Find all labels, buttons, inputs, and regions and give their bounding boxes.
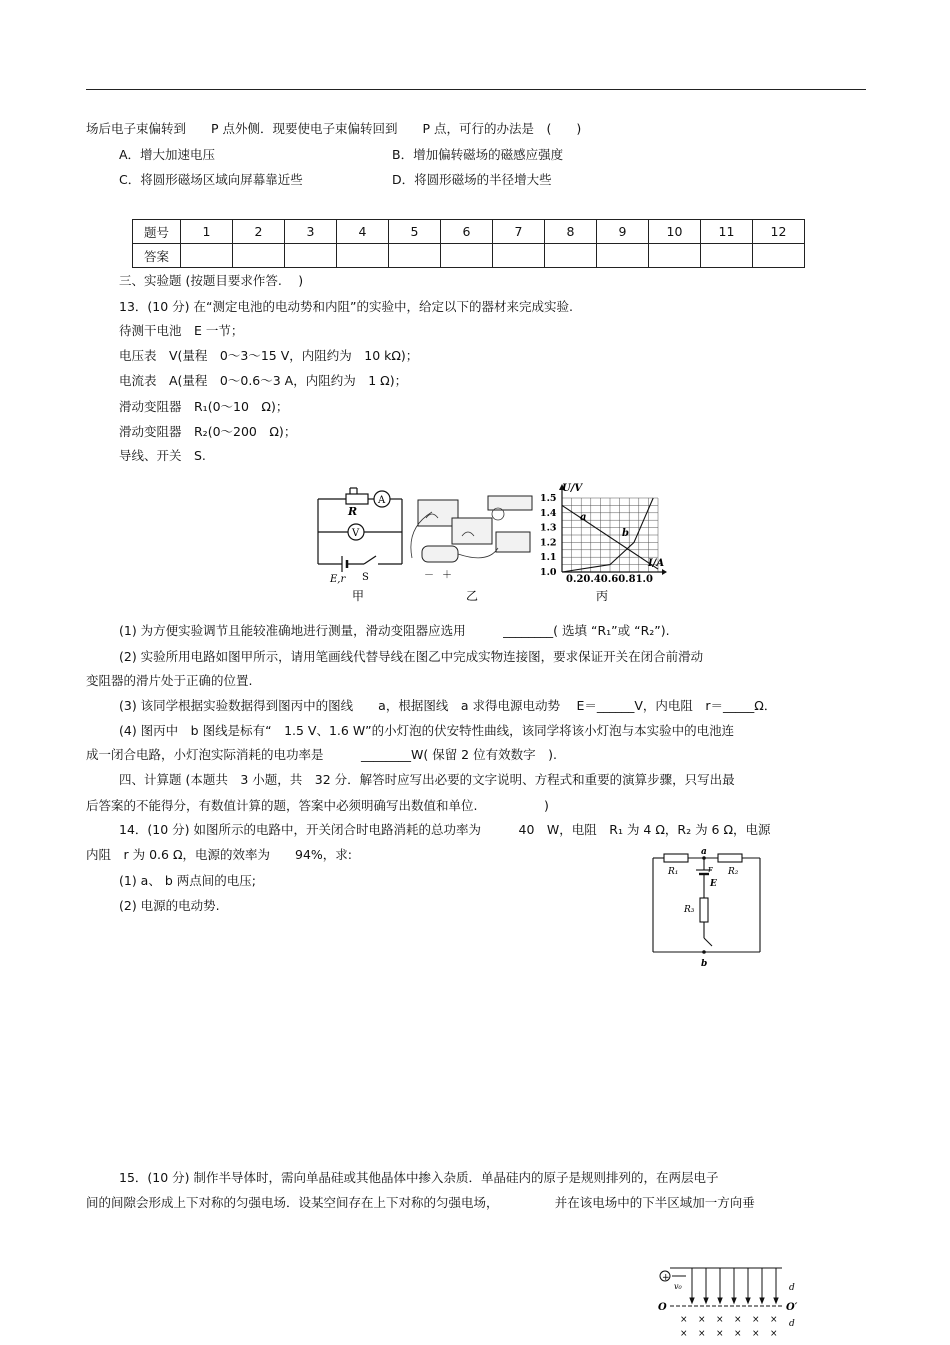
q13-equipment-item: 电流表 A(量程 0～0.6～3 A，内阻约为 1 Ω)； [119, 373, 408, 388]
answer-cell[interactable] [181, 244, 233, 268]
answer-cell[interactable] [701, 244, 753, 268]
q13-sub3: (3) 该同学根据实验数据得到图丙中的图线 a，根据图线 a 求得电源电动势 E＝______V，内电阻 r＝_____Ω． [119, 698, 777, 713]
answer-table-number: 9 [597, 220, 649, 244]
q15-d-bottom-label: d [789, 1319, 795, 1329]
answer-table-number: 4 [337, 220, 389, 244]
jia-caption: 甲 [352, 589, 365, 603]
q15-v0-label: v₀ [674, 1282, 682, 1291]
answer-table-number: 7 [493, 220, 545, 244]
chart-y-ticks [540, 493, 557, 578]
answer-cell[interactable] [441, 244, 493, 268]
q13-equipment-item: 滑动变阻器 R₁(0～10 Ω)； [119, 399, 289, 414]
magnetic-cross: × [698, 1329, 706, 1339]
q13-sub4: (4) 图丙中 b 图线是标有“ 1.5 V、1.6 W”的小灯泡的伏安特性曲线，该同学将该小灯泡与本实验中的电池连 [119, 723, 735, 738]
q14-sub1: (1) a、 b 两点间的电压; [119, 873, 256, 888]
q12-option-a: A．增大加速电压 [119, 147, 216, 162]
answer-table-number: 8 [545, 220, 597, 244]
magnetic-cross: × [734, 1315, 742, 1325]
yi-plus-label: ＋ [442, 570, 452, 581]
jia-ammeter-label: A [378, 495, 386, 506]
chart-y-tick-label: 1.5 [540, 493, 557, 504]
q14-r1-label: R₁ [668, 867, 679, 877]
q14-stem: 14．(10 分) 如图所示的电路中，开关闭合时电路消耗的总功率为 40 W，电阻 R₁ 为 4 Ω，R₂ 为 6 Ω，电源 [119, 822, 771, 837]
chart-y-tick-label: 1.2 [540, 537, 557, 549]
chart-y-tick-label: 1.1 [540, 552, 557, 564]
chart-ylabel: U/V [562, 483, 583, 494]
magnetic-cross: × [770, 1329, 778, 1339]
answer-cell[interactable] [597, 244, 649, 268]
chart-x-tick-labels: 0.20.40.60.81.0 [566, 574, 653, 585]
answer-cell[interactable] [285, 244, 337, 268]
q12-option-d: D．将圆形磁场的半径增大些 [392, 172, 552, 187]
q13-equipment-item: 导线、开关 S. [119, 448, 206, 463]
magnetic-cross: × [752, 1315, 760, 1325]
q15-o-prime-label: O′ [786, 1302, 798, 1313]
answer-cell[interactable] [493, 244, 545, 268]
magnetic-cross: × [770, 1315, 778, 1325]
chart-grid [562, 498, 658, 572]
yi-caption: 乙 [466, 589, 479, 603]
q14-r3-label: R₃ [684, 905, 695, 915]
q14-point-b: b [701, 959, 708, 969]
q13-sub2: (2) 实验所用电路如图甲所示，请用笔画线代替导线在图乙中完成实物连接图，要求保证开关在闭合前滑动 [119, 649, 704, 664]
magnetic-cross: × [716, 1329, 724, 1339]
magnetic-cross: × [680, 1315, 688, 1325]
answer-table-answer-label: 答案 [133, 244, 181, 268]
magnetic-cross: × [752, 1329, 760, 1339]
q14-stem-cont: 内阻 r 为 0.6 Ω，电源的效率为 94%，求: [86, 847, 352, 862]
q14-r-label: r [708, 865, 713, 875]
q13-equipment-item: 待测干电池 E 一节； [119, 323, 244, 338]
yi-switch-device [496, 532, 530, 552]
field-arrow [760, 1298, 764, 1303]
q13-equipment-item: 电压表 V(量程 0～3～15 V，内阻约为 10 kΩ)； [119, 348, 419, 363]
answer-cell[interactable] [389, 244, 441, 268]
magnetic-cross: × [698, 1315, 706, 1325]
answer-table-number: 2 [233, 220, 285, 244]
q14-sub2: (2) 电源的电动势. [119, 898, 220, 913]
answer-cell[interactable] [337, 244, 389, 268]
figure-yi-apparatus [408, 488, 543, 604]
magnetic-cross: × [716, 1315, 724, 1325]
answer-cell[interactable] [753, 244, 805, 268]
answer-cell[interactable] [233, 244, 285, 268]
header-rule [86, 89, 866, 90]
answer-cell[interactable] [649, 244, 701, 268]
q13-sub2-cont: 变阻器的滑片处于正确的位置. [86, 673, 253, 688]
q13-sub1: (1) 为方便实验调节且能较准确地进行测量，滑动变阻器应选用 ________( 选填 “R₁”或 “R₂”). [119, 623, 670, 638]
q15-d-top-label: d [789, 1283, 795, 1293]
q12-option-b: B．增加偏转磁场的磁感应强度 [392, 147, 564, 162]
bing-caption: 丙 [596, 589, 609, 603]
chart-xlabel: I/A [648, 558, 665, 569]
field-arrow [732, 1298, 736, 1303]
answer-table [132, 219, 805, 268]
q13-equipment-item: 滑动变阻器 R₂(0～200 Ω)； [119, 424, 297, 439]
answer-table-answer-row [133, 244, 805, 268]
field-arrow [690, 1298, 694, 1303]
field-arrow [774, 1298, 778, 1303]
field-arrow [746, 1298, 750, 1303]
jia-r-label: R [348, 505, 358, 518]
q15-stem-cont: 间的间隙会形成上下对称的匀强电场．设某空间存在上下对称的匀强电场， 并在该电场中的下半区域加一方向垂 [86, 1195, 755, 1210]
answer-table-number: 10 [649, 220, 701, 244]
chart-y-tick-label: 1.4 [540, 507, 557, 519]
answer-table-number-row [133, 220, 805, 244]
section3-title: 三、实验题 (按题目要求作答. ) [119, 273, 304, 288]
yi-rheostat-device [488, 496, 532, 510]
answer-table-number: 1 [181, 220, 233, 244]
figure-bing-chart [538, 480, 668, 604]
answer-table-header-label: 题号 [133, 220, 181, 244]
chart-y-tick-label: 1.0 [540, 567, 557, 578]
section4-title-cont: 后答案的不能得分，有数值计算的题，答案中必须明确写出数值和单位. ) [86, 798, 549, 813]
chart-y-tick-label: 1.3 [540, 522, 557, 534]
q15-stem: 15．(10 分) 制作半导体时，需向单晶硅或其他晶体中掺入杂质．单晶硅内的原子是规则排列的，在两层电子 [119, 1170, 719, 1185]
figure-jia-circuit [312, 484, 408, 604]
q14-point-a: a [701, 847, 707, 857]
section4-title: 四、计算题 (本题共 3 小题，共 32 分．解答时应写出必要的文字说明、方程式和重要的演算步骤，只写出最 [119, 772, 735, 787]
answer-table-number: 5 [389, 220, 441, 244]
yi-minus-label: － [424, 570, 434, 581]
magnetic-cross: × [680, 1329, 688, 1339]
answer-table-number: 3 [285, 220, 337, 244]
q12-stem: 场后电子束偏转到 P 点外侧．现要使电子束偏转回到 P 点，可行的办法是 ( ) [86, 121, 582, 136]
yi-ammeter-device [452, 518, 492, 544]
jia-switch-label: S [362, 572, 369, 583]
jia-source-label: E,r [330, 574, 346, 585]
answer-table-number: 6 [441, 220, 493, 244]
q15-field-figure [656, 1262, 806, 1345]
q15-o-label: O [658, 1302, 667, 1313]
q13-stem: 13．(10 分) 在“测定电池的电动势和内阻”的实验中，给定以下的器材来完成实验. [119, 299, 573, 314]
chart-x-arrow [662, 569, 667, 575]
answer-table-number: 11 [701, 220, 753, 244]
q13-sub4-cont: 成一闭合电路，小灯泡实际消耗的电功率是 ________W( 保留 2 位有效数字 ). [86, 747, 557, 762]
answer-table-number: 12 [753, 220, 805, 244]
q14-circuit-figure [648, 846, 768, 972]
field-arrow [718, 1298, 722, 1303]
answer-cell[interactable] [545, 244, 597, 268]
q14-r2-label: R₂ [728, 867, 739, 877]
chart-curve-b-label: b [622, 528, 629, 539]
chart-curve-a-label: a [580, 512, 587, 523]
q14-e-label: E [710, 879, 717, 889]
q15-charge-sign: + [662, 1273, 670, 1283]
field-arrow [704, 1298, 708, 1303]
q12-option-c: C．将圆形磁场区域向屏幕靠近些 [119, 172, 303, 187]
yi-battery-device [422, 546, 458, 562]
jia-voltmeter-label: V [352, 528, 360, 539]
magnetic-cross: × [734, 1329, 742, 1339]
